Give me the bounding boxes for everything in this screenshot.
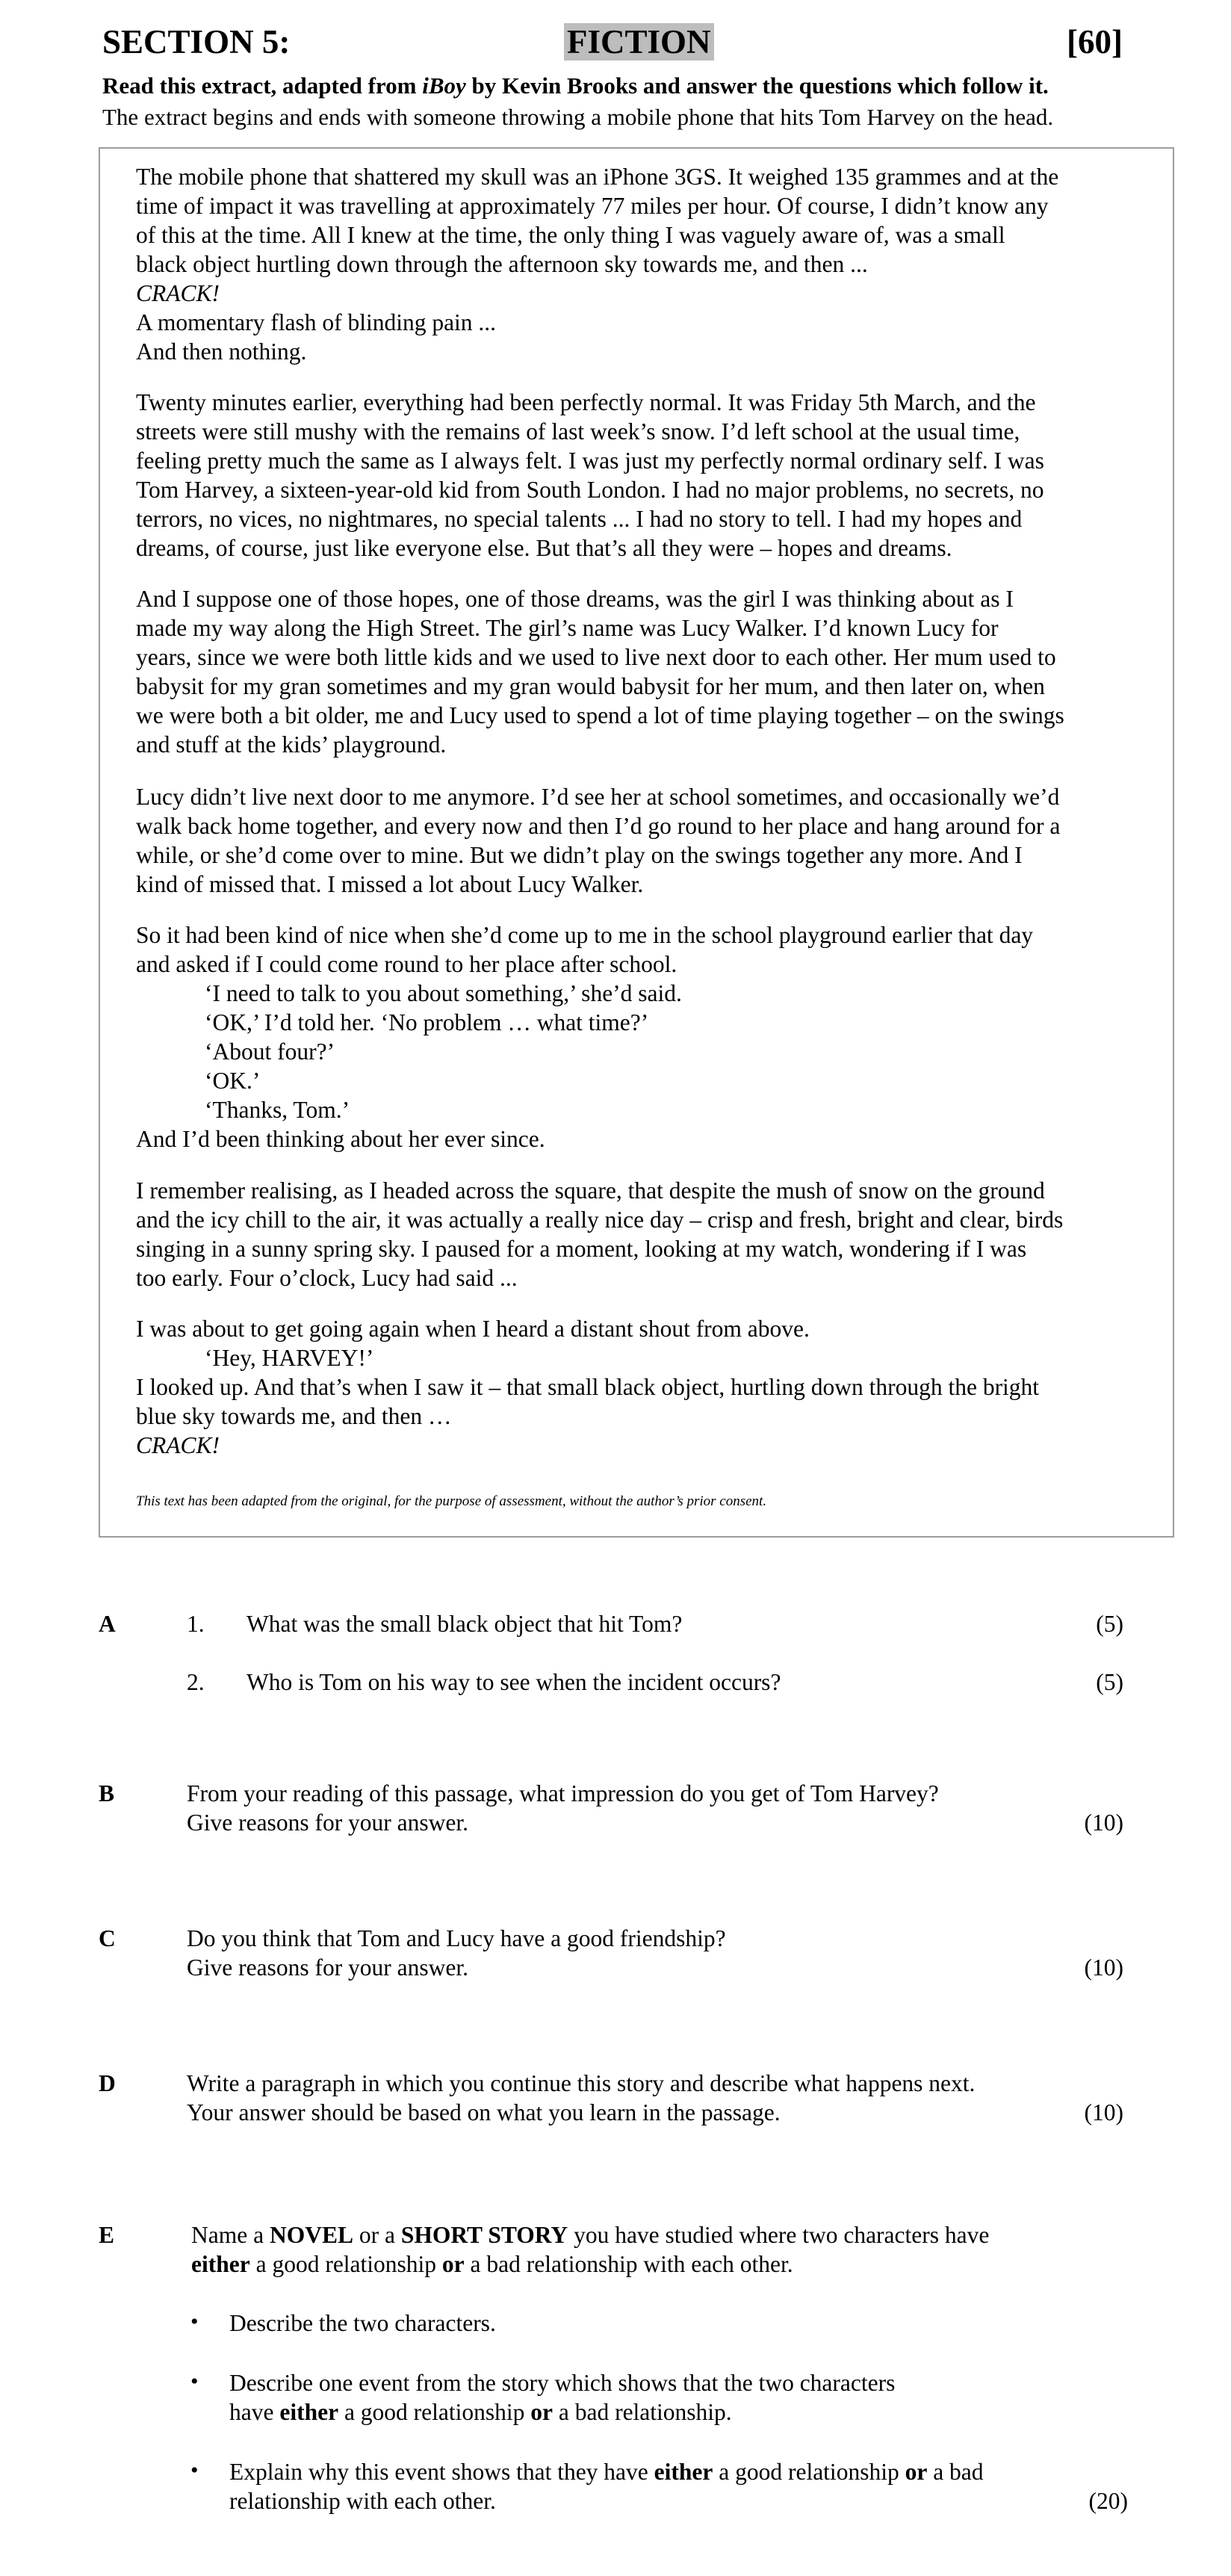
question-a2-number: 2. <box>187 1669 205 1695</box>
question-a2-text: Who is Tom on his way to see when the incident occurs? <box>246 1669 781 1695</box>
adaptation-note: This text has been adapted from the original, for the purpose of assessment, without the author’s prior consent. <box>136 1493 767 1509</box>
genre-highlight: FICTION <box>564 23 714 61</box>
question-d-text: Write a paragraph in which you continue this story and describe what happens next. Your answer should be based on what you learn in the passage. <box>187 2070 976 2125</box>
question-c-marks: (10) <box>1084 1954 1123 1981</box>
question-letter-d: D <box>99 2070 116 2096</box>
question-e-intro: Name a NOVEL or a SHORT STORY you have studied where two characters have either a good relationship or a bad relationship with each other. <box>191 2222 990 2277</box>
question-a1-text: What was the small black object that hit Tom? <box>246 1611 683 1637</box>
paragraph-7: I was about to get going again when I heard a distant shout from above. ‘Hey, HARVEY!’ I looked up. And that’s when I saw it – that small black object, hurtling down through the bright blue sky towards me, and then … CRACK! <box>136 1314 1159 1460</box>
question-a1-marks: (5) <box>1096 1611 1123 1637</box>
question-e-bullet-1: Describe the two characters. <box>229 2310 496 2336</box>
crack-exclamation: CRACK! <box>136 280 220 306</box>
instruction-prefix: Read this extract, adapted from <box>102 72 423 99</box>
question-letter-e: E <box>99 2222 115 2248</box>
dialogue-line: ‘I need to talk to you about something,’ she’d said. <box>205 980 682 1006</box>
paragraph-3: And I suppose one of those hopes, one of those dreams, was the girl I was thinking about as I made my way along the High Street. The girl’s name was Lucy Walker. I’d known Lucy for years, since we were both little kids and we used to live next door to each other. Her mum used to babysit for my gran sometimes and my gran would babysit for her mum, and then later on, when we were both a bit older, me and Lucy used to spend a lot of time playing together – on the swings and stuff at the kids’ playground. <box>136 586 1064 758</box>
paragraph-6: I remember realising, as I headed across the square, that despite the mush of snow on the ground and the icy chill to the air, it was actually a really nice day – crisp and fresh, bright and clear, birds singing in a sunny spring sky. I paused for a moment, looking at my watch, wondering if I was too early. Four o’clock, Lucy had said ... <box>136 1177 1064 1291</box>
bullet-icon: • <box>190 2369 199 2394</box>
paragraph-2: Twenty minutes earlier, everything had been perfectly normal. It was Friday 5th March, and the streets were still mushy with the remains of last week’s snow. I’d left school at the usual time, feeling pretty much the same as I always felt. I was just my perfectly normal ordinary self. I was Tom Harvey, a sixteen-year-old kid from South London. I had no major problems, no secrets, no terrors, no vices, no nightmares, no special talents ... I had no story to tell. I had my hopes and dreams, of course, just like everyone else. But that’s all they were – hopes and dreams. <box>136 389 1044 561</box>
instruction-line-1 <box>102 72 1049 100</box>
dialogue-line: ‘Thanks, Tom.’ <box>205 1097 350 1123</box>
bullet-icon: • <box>190 2458 199 2483</box>
section-total-marks: [60] <box>1067 23 1123 61</box>
section-label: SECTION 5: <box>102 23 291 61</box>
question-letter-a: A <box>99 1611 116 1637</box>
dialogue-line: ‘OK,’ I’d told her. ‘No problem … what time?’ <box>205 1009 649 1035</box>
paragraph-1: The mobile phone that shattered my skull was an iPhone 3GS. It weighed 135 grammes and at the time of impact it was travelling at approximately 77 miles per hour. Of course, I didn’t know any of this at the time. All I knew at the time, the only thing I was vaguely aware of, was a small black object hurtling down through the afternoon sky towards me, and then ... CRACK! A momentary flash of blinding pain ... And then nothing. <box>136 162 1159 366</box>
paragraph-5: So it had been kind of nice when she’d come up to me in the school playground earlier that day and asked if I could come round to her place after school. ‘I need to talk to you about something,’ she’d said. ‘OK,’ I’d told her. ‘No problem … what time?’ ‘About four?’ ‘OK.’ ‘Thanks, Tom.’ And I’d been thinking about her ever since. <box>136 920 1159 1154</box>
shout-line: ‘Hey, HARVEY!’ <box>205 1345 374 1371</box>
book-title: iBoy <box>422 72 466 99</box>
question-b-text: From your reading of this passage, what impression do you get of Tom Harvey? Give reasons for your answer. <box>187 1780 939 1836</box>
question-e-marks: (20) <box>1088 2488 1128 2514</box>
question-a1-number: 1. <box>187 1611 205 1637</box>
question-letter-b: B <box>99 1780 115 1806</box>
question-b-marks: (10) <box>1084 1809 1123 1836</box>
question-e-bullet-2: Describe one event from the story which shows that the two characters have either a good relationship or a bad relationship. <box>229 2370 896 2425</box>
crack-exclamation: CRACK! <box>136 1432 220 1458</box>
question-c-text: Do you think that Tom and Lucy have a good friendship? Give reasons for your answer. <box>187 1925 726 1981</box>
section-genre-title <box>564 22 714 61</box>
question-e-bullet-3: Explain why this event shows that they have either a good relationship or a bad relationship with each other. <box>229 2459 984 2514</box>
question-a2-marks: (5) <box>1096 1669 1123 1695</box>
question-d-marks: (10) <box>1084 2099 1123 2125</box>
bullet-icon: • <box>190 2309 199 2334</box>
extract-box <box>99 147 1174 1538</box>
instruction-line-2: The extract begins and ends with someone throwing a mobile phone that hits Tom Harvey on the head. <box>102 104 1054 130</box>
paragraph-4: Lucy didn’t live next door to me anymore. I’d see her at school sometimes, and occasionally we’d walk back home together, and every now and then I’d go round to her place and hang around for a while, or she’d come over to mine. But we didn’t play on the swings together any more. And I kind of missed that. I missed a lot about Lucy Walker. <box>136 784 1061 897</box>
dialogue-line: ‘OK.’ <box>205 1068 261 1094</box>
question-letter-c: C <box>99 1925 116 1951</box>
dialogue-line: ‘About four?’ <box>205 1038 335 1065</box>
instruction-suffix: by Kevin Brooks and answer the questions which follow it. <box>465 72 1049 99</box>
